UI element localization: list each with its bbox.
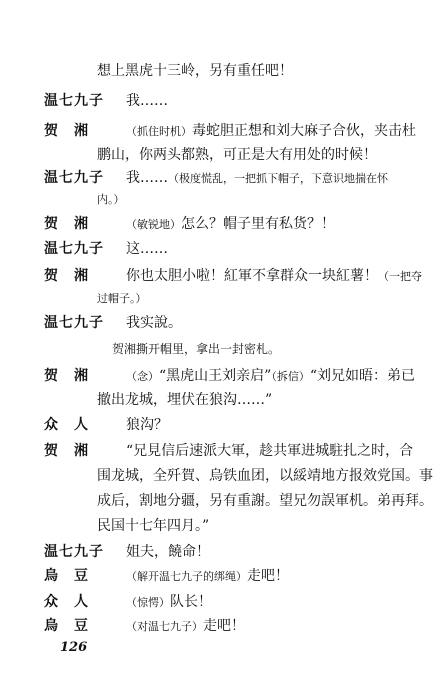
dialogue-text: “黑虎山王刘亲启”: [159, 368, 272, 384]
stage-direction: （抓住时机）: [126, 125, 192, 138]
stage-direction: （极度慌乱，一把抓下帽子，下意识地揣在怀: [168, 172, 388, 185]
speaker-name: 众 人: [44, 594, 89, 610]
stage-direction: （敏锐地）: [126, 218, 181, 231]
stage-direction: （解开温七九子的绑绳）: [126, 570, 247, 583]
stage-direction: 内。）: [97, 193, 125, 206]
dialogue-text: 想上黑虎十三岭，另有重任吧！: [97, 63, 293, 79]
dialogue-text: “刘兄如晤：弟已: [309, 368, 415, 384]
speaker-name: 贺 湘: [44, 368, 89, 384]
dialogue-text: 毒蛇胆正想和刘大麻子合伙，夹击杜: [192, 123, 416, 139]
speaker-name: 贺 湘: [44, 268, 89, 284]
speaker-name: 贺 湘: [44, 123, 89, 139]
dialogue-text: 民国十七年四月。”: [97, 518, 210, 534]
dialogue-text: 成后，割地分疆，另有重謝。望兄勿誤軍机。弟再拜。: [97, 493, 433, 509]
stage-direction: （惊愕）: [126, 596, 170, 609]
speaker-name: 温七九子: [44, 241, 104, 257]
dialogue-text: 我……: [126, 170, 168, 186]
dialogue-text: 鹏山，你两头都熟，可正是大有用处的时候！: [97, 147, 377, 163]
speaker-name: 温七九子: [44, 170, 104, 186]
stage-direction: （念）: [126, 370, 159, 383]
speaker-name: 温七九子: [44, 544, 104, 560]
speaker-name: 温七九子: [44, 93, 104, 109]
speaker-name: 烏 豆: [44, 618, 89, 634]
stage-direction: 贺湘撕开帽里，拿出一封密札。: [112, 342, 281, 356]
page-number: 126: [60, 640, 88, 655]
speaker-name: 贺 湘: [44, 443, 89, 459]
dialogue-text: “兄見信后速派大軍，趁共軍进城駐扎之时，合: [126, 443, 414, 459]
speaker-name: 温七九子: [44, 315, 104, 331]
dialogue-text: 走吧！: [203, 618, 245, 634]
dialogue-text: 姐夫，饒命！: [126, 544, 210, 560]
speaker-name: 贺 湘: [44, 216, 89, 232]
dialogue-text: 围龙城，全歼賀、烏铁血团，以綏靖地方报效党国。事: [97, 468, 433, 484]
speaker-name: 烏 豆: [44, 568, 89, 584]
dialogue-text: 你也太胆小啦！紅軍不拿群众一块紅薯！: [126, 268, 378, 284]
dialogue-text: 这……: [126, 241, 168, 257]
dialogue-text: 狼沟？: [126, 417, 168, 433]
dialogue-text: 怎么？帽子里有私货？！: [181, 216, 335, 232]
dialogue-text: 撤出龙城，埋伏在狼沟……”: [97, 392, 273, 408]
stage-direction: （拆信）: [271, 370, 310, 383]
dialogue-text: 走吧！: [247, 568, 289, 584]
dialogue-text: 我……: [126, 93, 168, 109]
stage-direction: （一把夺: [378, 270, 422, 283]
dialogue-text: 我实說。: [126, 315, 182, 331]
stage-direction: （对温七九子）: [126, 620, 203, 633]
speaker-name: 众 人: [44, 417, 89, 433]
dialogue-text: 队长！: [170, 594, 212, 610]
stage-direction: 过帽子。）: [97, 292, 147, 305]
